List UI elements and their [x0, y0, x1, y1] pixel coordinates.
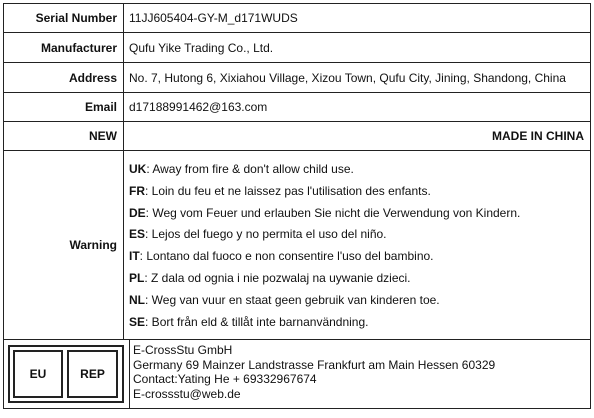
warning-text: : Bort från eld & tillåt inte barnanvändning.	[145, 314, 369, 329]
warning-line-es	[129, 224, 590, 246]
condition-label: NEW	[4, 122, 124, 151]
eu-rep-symbol-eu: EU	[13, 350, 63, 398]
row-manufacturer	[4, 33, 591, 63]
eu-rep-symbol	[8, 345, 124, 403]
warning-code: UK	[129, 162, 147, 176]
warning-code: DE	[129, 205, 146, 220]
row-serial-number	[4, 4, 591, 33]
warning-code: ES	[129, 227, 146, 242]
warning-line-uk	[129, 159, 590, 181]
row-email	[4, 93, 591, 122]
warning-code: NL	[129, 292, 145, 307]
row-condition	[4, 122, 591, 151]
warning-text: : Lontano dal fuoco e non consentire l'uso del bambino.	[139, 249, 434, 264]
origin-value: MADE IN CHINA	[124, 122, 591, 151]
warning-text: : Loin du feu et ne laissez pas l'utilisation des enfants.	[145, 183, 431, 198]
row-address	[4, 63, 591, 93]
eu-rep-address: Germany 69 Mainzer Landstrasse Frankfurt am Main Hessen 60329	[133, 357, 496, 372]
warning-label: Warning	[4, 151, 124, 340]
serial-number-value: 11JJ605404-GY-M_d171WUDS	[124, 4, 591, 33]
warning-text: : Weg van vuur en staat geen gebruik van kinderen toe.	[145, 292, 440, 307]
eu-rep-contact: Contact:Yating He + 69332967674	[133, 372, 317, 387]
warning-line-nl	[129, 290, 590, 312]
eu-rep-email: E-crossstu@web.de	[133, 386, 241, 401]
manufacturer-label: Manufacturer	[4, 33, 124, 63]
warning-code: SE	[129, 314, 146, 329]
eu-rep-symbol-rep: REP	[67, 350, 118, 398]
warning-text: : Away from fire & don't allow child use.	[146, 162, 354, 176]
product-info-table	[3, 3, 591, 340]
warning-text: : Weg vom Feuer und erlauben Sie nicht die Verwendung von Kindern.	[145, 205, 521, 220]
warning-text: : Lejos del fuego y no permita el uso del niño.	[145, 227, 387, 242]
address-value: No. 7, Hutong 6, Xixiahou Village, Xizou Town, Qufu City, Jining, Shandong, China	[124, 63, 591, 93]
row-warning	[4, 151, 591, 340]
warning-line-de	[129, 203, 590, 225]
eu-rep-company: E-CrossStu GmbH	[133, 343, 233, 358]
email-label: Email	[4, 93, 124, 122]
warning-code: PL	[129, 270, 145, 285]
manufacturer-value: Qufu Yike Trading Co., Ltd.	[124, 33, 591, 63]
eu-representative-block	[3, 340, 591, 409]
divider	[129, 340, 130, 408]
warning-line-se	[129, 312, 590, 334]
email-value: d17188991462@163.com	[124, 93, 591, 122]
serial-number-label: Serial Number	[4, 4, 124, 33]
address-label: Address	[4, 63, 124, 93]
warning-code: FR	[129, 183, 145, 198]
warning-line-it	[129, 246, 590, 268]
warning-cell	[124, 151, 591, 340]
warning-code: IT	[129, 249, 140, 264]
warning-list	[124, 151, 590, 339]
product-label-sheet	[3, 3, 591, 409]
warning-text: : Z dala od ognia i nie pozwalaj na uywanie dzieci.	[144, 270, 411, 285]
eu-rep-details	[133, 343, 495, 401]
warning-line-pl	[129, 268, 590, 290]
warning-line-fr	[129, 181, 590, 203]
